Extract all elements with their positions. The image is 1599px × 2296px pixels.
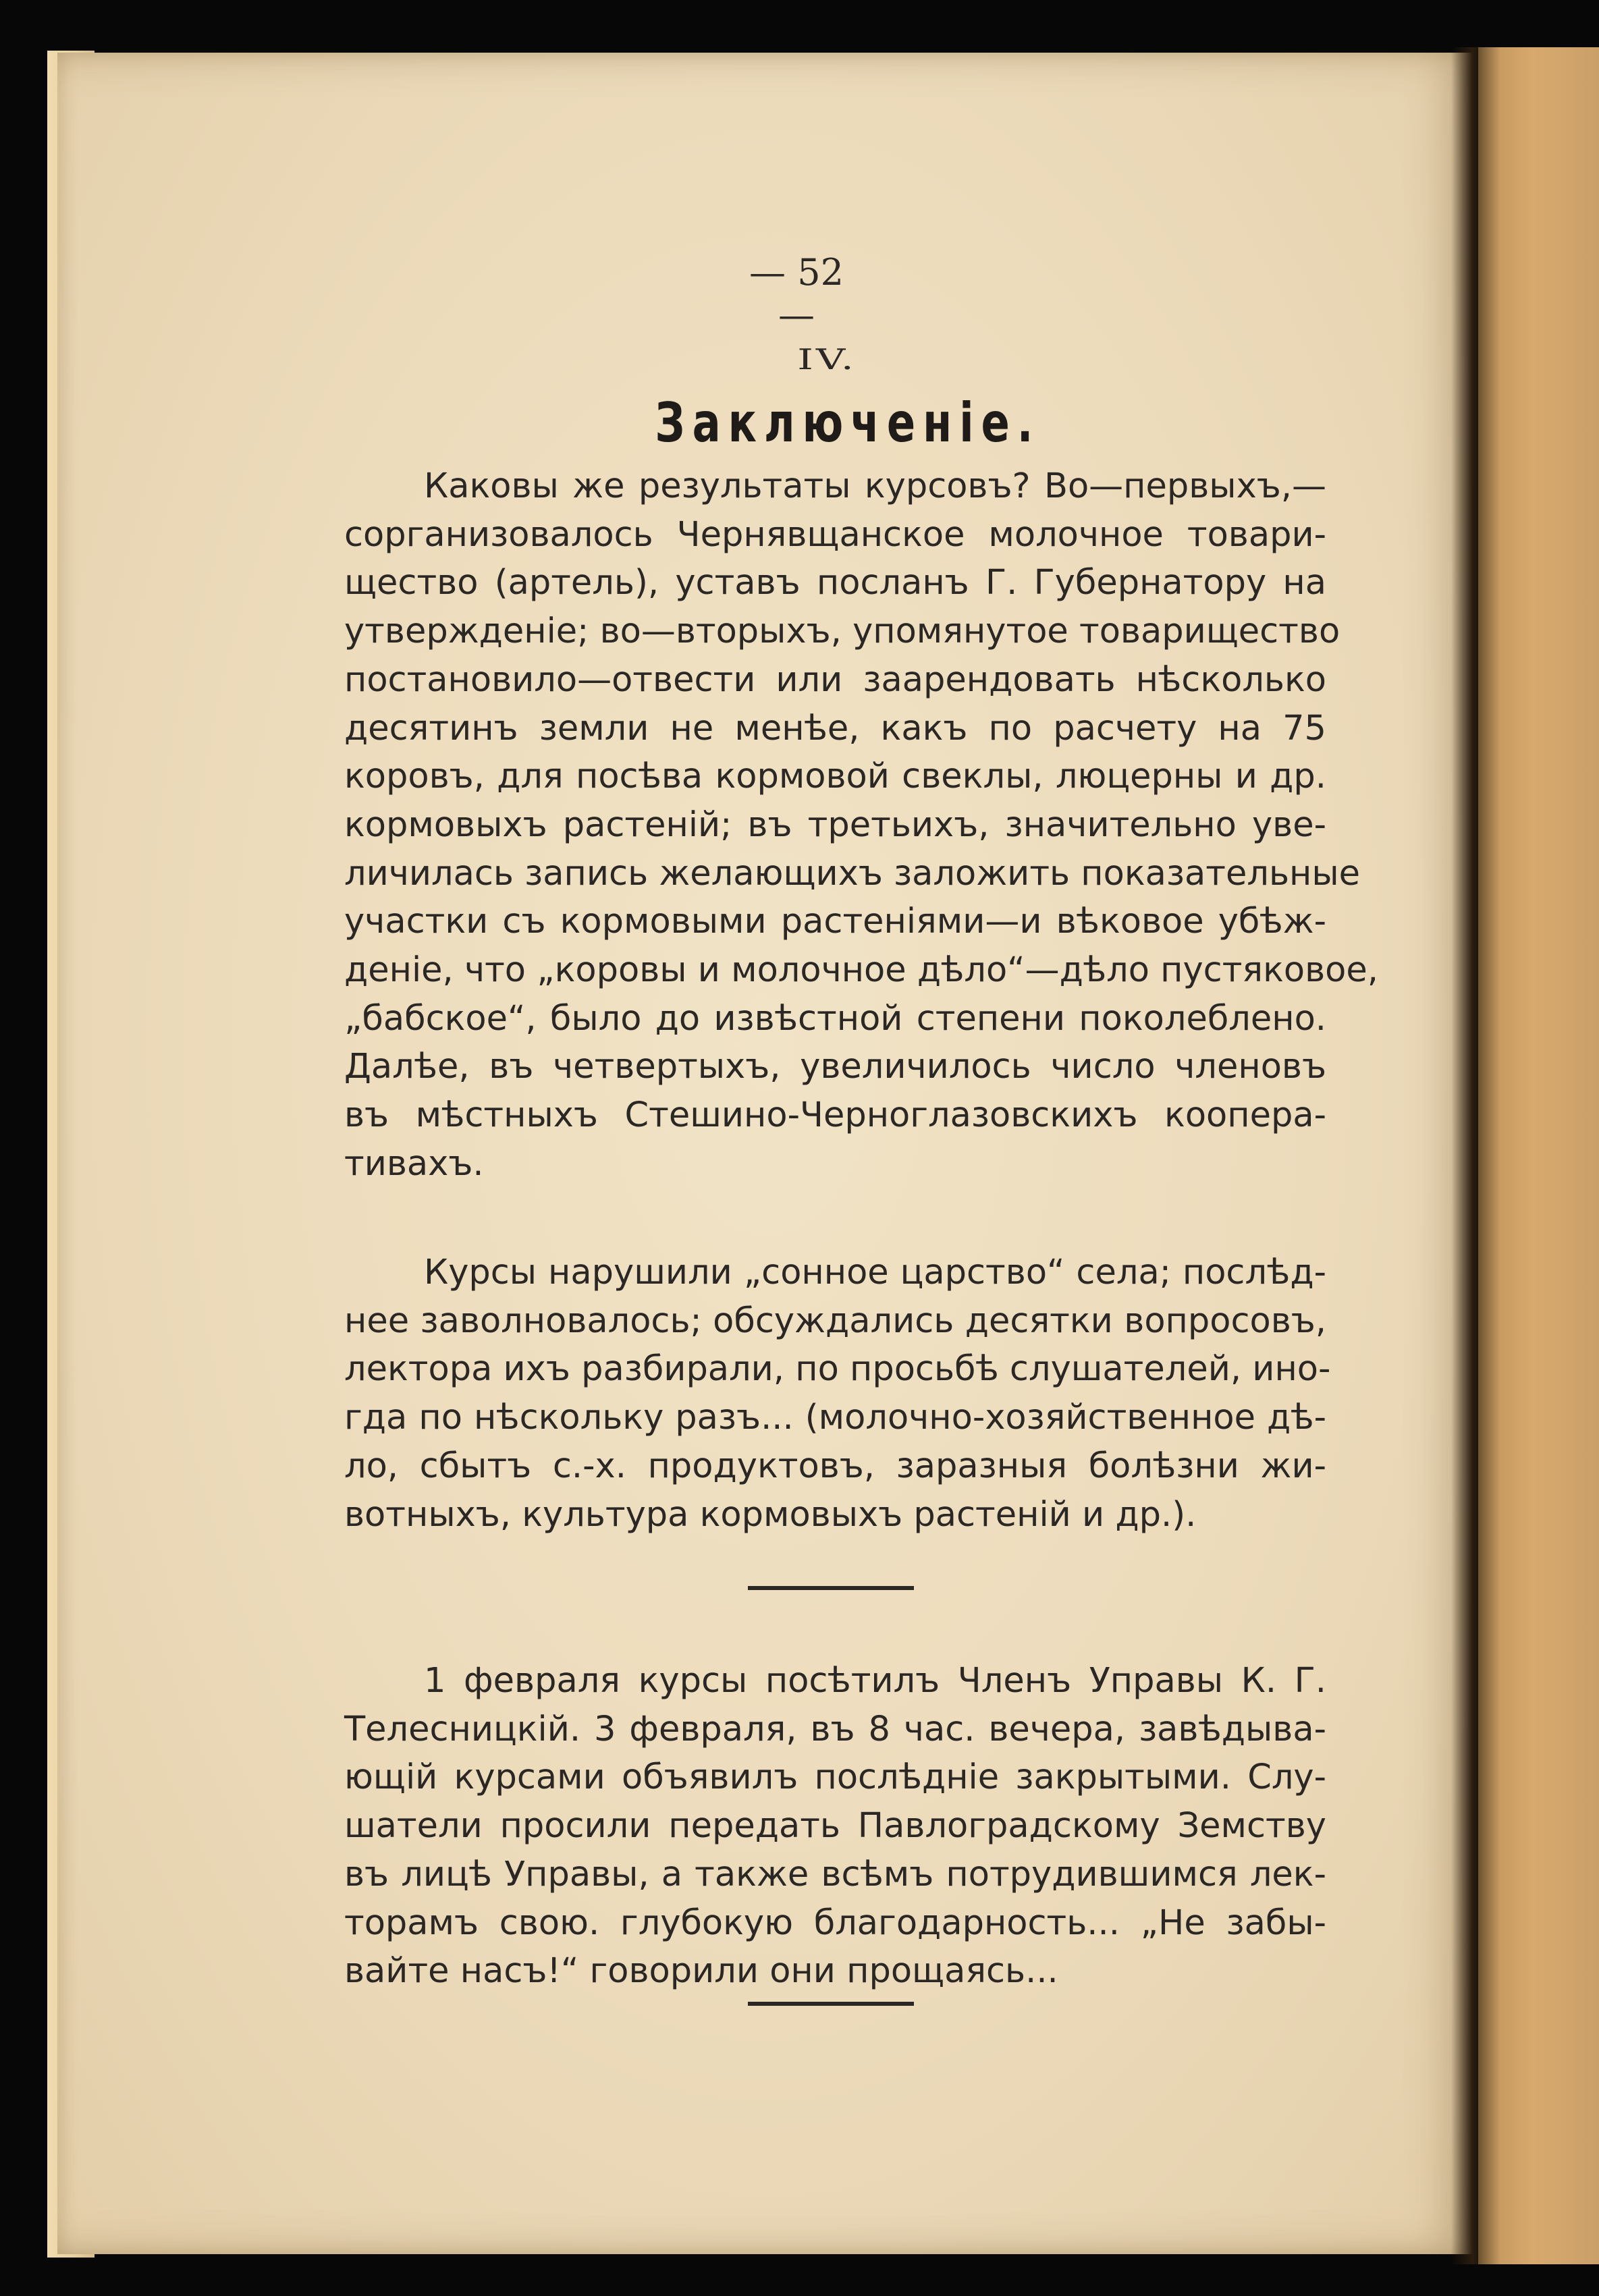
text-line: ло, сбытъ с.-х. продуктовъ, заразныя болѣзни жи- — [344, 1446, 1326, 1486]
text-line: десятинъ земли не менѣе, какъ по расчету на 75 — [344, 708, 1326, 748]
text-line: 1 февраля курсы посѣтилъ Членъ Управы К. Г. — [424, 1661, 1326, 1701]
text-line: въ лицѣ Управы, а также всѣмъ потрудившимся лек- — [344, 1854, 1326, 1894]
text-line: торамъ свою. глубокую благодарность... „Не забы- — [344, 1903, 1326, 1943]
text-line: въ мѣстныхъ Стешино-Черноглазовскихъ коопера- — [344, 1095, 1326, 1136]
paragraph-closing — [344, 1657, 1326, 1996]
text-line: деніе, что „коровы и молочное дѣло“—дѣло пустяковое, — [344, 950, 1378, 991]
paragraph-results — [344, 462, 1378, 1188]
text-line: гда по нѣскольку разъ... (молочно-хозяйственное дѣ- — [344, 1398, 1326, 1438]
section-divider — [748, 1586, 914, 1590]
text-line: лектора ихъ разбирали, по просьбѣ слушателей, ино- — [344, 1349, 1331, 1390]
text-line: кормовыхъ растеній; въ третьихъ, значительно уве- — [344, 804, 1326, 845]
text-line: ющій курсами объявилъ послѣдніе закрытыми. Слу- — [344, 1757, 1326, 1798]
text-line: личилась запись желающихъ заложить показательные — [344, 853, 1360, 894]
text-line: Телесницкій. 3 февраля, въ 8 час. вечера, завѣдыва- — [344, 1709, 1326, 1749]
next-page-edge — [1478, 47, 1599, 2264]
text-line: шатели просили передать Павлоградскому Земству — [344, 1806, 1326, 1847]
text-line: сорганизовалось Чернявщанское молочное товари- — [344, 514, 1326, 555]
text-line: коровъ, для посѣва кормовой свеклы, люцерны и др. — [344, 757, 1326, 797]
text-line: щество (артель), уставъ посланъ Г. Губернатору на — [344, 563, 1326, 603]
text-line: Каковы же результаты курсовъ? Во—первыхъ,— — [424, 466, 1326, 506]
text-line: „бабское“, было до извѣстной степени поколеблено. — [344, 998, 1326, 1039]
text-line: вайте насъ!“ говорили они прощаясь... — [344, 1951, 1058, 1992]
section-numeral: IV. — [797, 343, 857, 377]
paragraph-courses — [344, 1249, 1331, 1539]
text-line: Курсы нарушили „сонное царство“ села; послѣд- — [424, 1253, 1326, 1292]
book-gutter — [1451, 47, 1482, 2264]
text-line: Далѣе, въ четвертыхъ, увеличилось число членовъ — [344, 1047, 1326, 1087]
section-title: Заключеніе. — [655, 391, 1041, 454]
text-line: постановило—отвести или заарендовать нѣсколько — [344, 659, 1326, 700]
text-line: нее заволновалось; обсуждались десятки вопросовъ, — [344, 1301, 1326, 1341]
page-number: — 52 — — [749, 251, 844, 336]
end-divider — [748, 2002, 914, 2006]
text-line: вотныхъ, культура кормовыхъ растеній и др.). — [344, 1494, 1197, 1535]
text-line: утвержденіе; во—вторыхъ, упомянутое товарищество — [344, 611, 1340, 652]
text-line: участки съ кормовыми растеніями—и вѣковое убѣж- — [344, 902, 1326, 942]
text-line: тивахъ. — [344, 1143, 484, 1184]
